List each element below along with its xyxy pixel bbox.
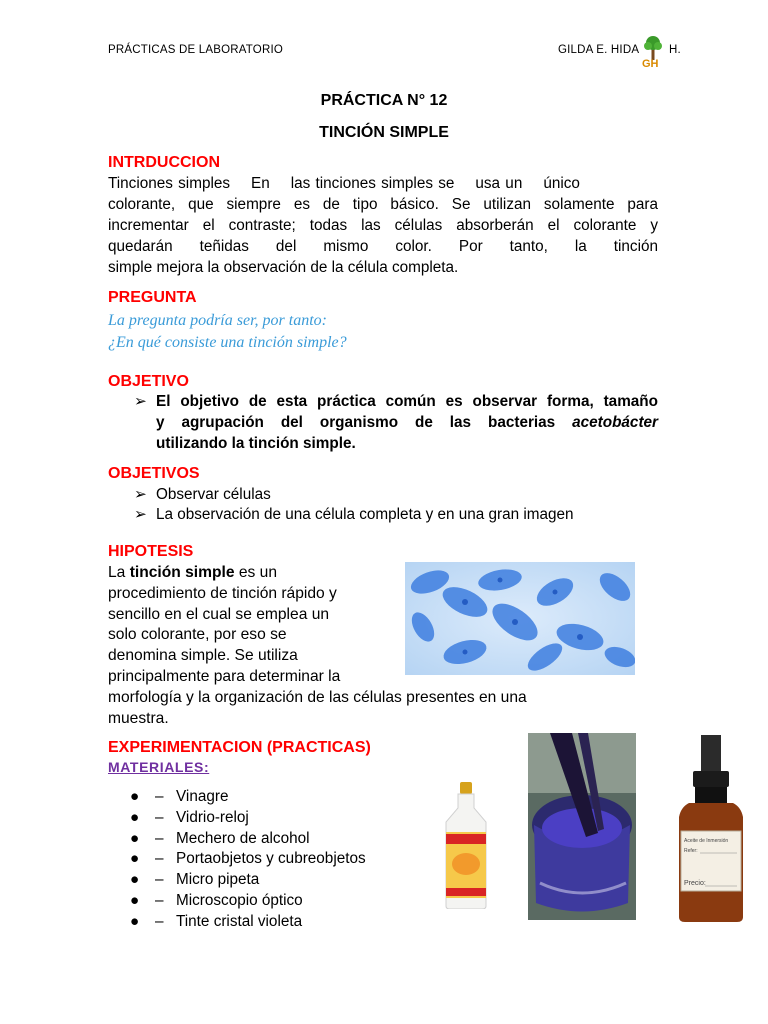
objective-item — [134, 391, 658, 454]
objective-line — [156, 412, 658, 433]
dash: – — [155, 871, 164, 889]
dash: – — [155, 808, 164, 826]
question-line-1: La pregunta podría ser, por tanto: — [108, 312, 327, 329]
question-line-2: ¿En qué consiste una tinción simple? — [108, 334, 347, 351]
list-item — [130, 808, 366, 829]
list-item — [130, 829, 366, 850]
practice-number-title: PRÁCTICA N° 12 — [320, 92, 448, 109]
bullet-icon: ● — [130, 788, 140, 805]
question-heading: PREGUNTA — [108, 289, 197, 306]
objectives-item-1 — [134, 484, 658, 505]
hypothesis-line: principalmente para determinar la — [108, 667, 341, 685]
page-header-author-suffix: H. — [669, 44, 681, 56]
bullet-icon: ● — [130, 850, 140, 868]
objective-line: utilizando la tinción simple. — [156, 435, 356, 452]
objectives-text: Observar células — [156, 486, 271, 503]
dash: – — [155, 829, 164, 847]
bacteria-name: acetobácter — [572, 414, 658, 431]
objective-heading: OBJETIVO — [108, 373, 189, 390]
material-name: Vinagre — [176, 788, 229, 805]
crystal-violet-jar-image — [528, 733, 636, 920]
page-header-left: PRÁCTICAS DE LABORATORIO — [108, 44, 283, 56]
arrow-bullet-icon: ➢ — [134, 506, 147, 523]
hypothesis-line: sencillo en el cual se emplea un — [108, 605, 330, 623]
material-name: Tinte cristal violeta — [176, 912, 303, 930]
materials-label: MATERIALES: — [108, 759, 210, 775]
objectives-heading: OBJETIVOS — [108, 465, 200, 482]
material-name: Micro pipeta — [176, 871, 260, 889]
bullet-icon: ● — [130, 871, 140, 889]
objective-text: y agrupación del organismo de las bacterias — [156, 414, 573, 431]
page-header-author: GILDA E. HIDA — [558, 44, 640, 56]
practice-title: TINCIÓN SIMPLE — [319, 124, 449, 141]
list-item — [130, 849, 366, 870]
dropper-label-title: Aceite de Inmersión — [684, 838, 729, 844]
hypothesis-line: denomina simple. Se utiliza — [108, 647, 298, 665]
hypothesis-heading: HIPOTESIS — [108, 543, 194, 560]
list-item — [130, 891, 366, 912]
immersion-oil-dropper-image — [675, 735, 747, 922]
material-name: Vidrio-reloj — [176, 808, 249, 826]
bullet-icon: ● — [130, 891, 140, 909]
intro-line: incrementar el contraste; todas las células absorberán el colorante y — [108, 217, 658, 234]
intro-paragraph — [108, 173, 658, 278]
material-name: Microscopio óptico — [176, 891, 303, 909]
objectives-item-2 — [134, 504, 694, 525]
tree-logo-icon — [640, 34, 666, 68]
intro-line: quedarán teñidas del mismo color. Por tanto, la tinción — [108, 238, 658, 255]
intro-line: colorante, que siempre es de tipo básico. Se utilizan solamente para — [108, 196, 658, 213]
intro-line: simple mejora la observación de la célula completa. — [108, 259, 459, 276]
dash: – — [155, 891, 164, 909]
hypothesis-line: muestra. — [108, 709, 169, 727]
objective-line: El objetivo de esta práctica común es observar forma, tamaño — [156, 393, 658, 410]
intro-heading: INTRDUCCION — [108, 154, 220, 171]
bullet-icon: ● — [130, 912, 140, 930]
arrow-bullet-icon: ➢ — [134, 486, 147, 503]
materials-list — [130, 787, 366, 933]
material-name: Portaobjetos y cubreobjetos — [176, 850, 366, 868]
stained-cells-microscope-image — [405, 562, 635, 675]
intro-line: Tinciones simples En las tinciones simples se usa un único — [108, 175, 580, 192]
list-item — [130, 787, 366, 808]
experiment-heading: EXPERIMENTACION (PRACTICAS) — [108, 739, 371, 756]
dash: – — [155, 788, 164, 805]
objectives-text: La observación de una célula completa y en una gran imagen — [156, 506, 574, 523]
bullet-icon: ● — [130, 829, 140, 847]
hypothesis-line: procedimiento de tinción rápido y — [108, 584, 337, 602]
material-name: Mechero de alcohol — [176, 829, 310, 847]
dash: – — [155, 850, 164, 868]
hypothesis-text: La — [108, 564, 130, 581]
arrow-bullet-icon: ➢ — [134, 393, 147, 410]
dropper-label-price: Precio: — [684, 880, 706, 887]
list-item — [130, 912, 366, 933]
hypothesis-line: morfología y la organización de las células presentes en una — [108, 688, 527, 706]
dropper-label-refer: Refer: — [684, 848, 698, 854]
hypothesis-term: tinción simple — [129, 564, 235, 581]
logo-text: GH — [642, 58, 659, 68]
vinegar-bottle-image — [440, 782, 492, 909]
list-item — [130, 870, 366, 891]
hypothesis-line: solo colorante, por eso se — [108, 626, 287, 644]
hypothesis-text: es un — [234, 564, 278, 581]
bullet-icon: ● — [130, 808, 140, 826]
dash: – — [155, 912, 164, 930]
